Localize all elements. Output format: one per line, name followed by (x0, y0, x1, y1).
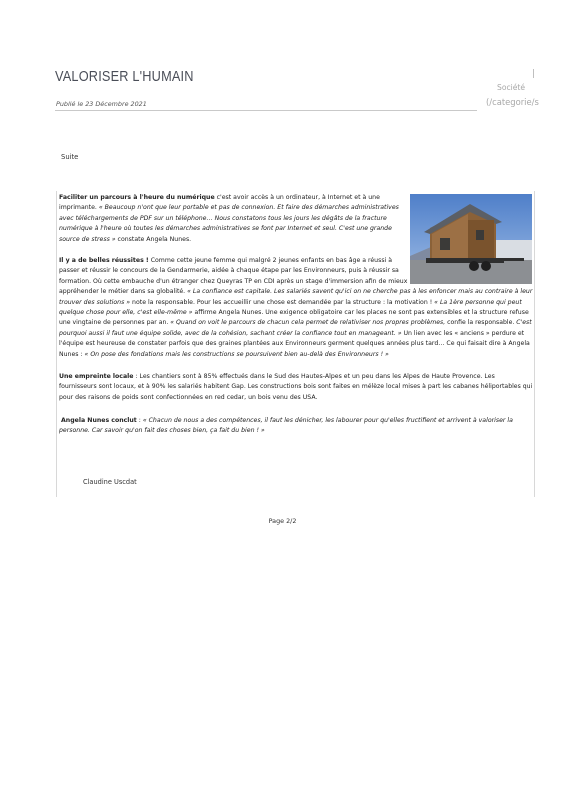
article-body (56, 191, 535, 497)
article-title: VALORISER L'HUMAIN (55, 69, 194, 85)
paragraph-3-line-1: Une empreinte locale : Les chantiers sont à 85% effectués dans le Sud des Hautes-Alpes et un peu dans les Alpes de Haute Provence. Les (59, 373, 495, 380)
paragraph-2-line-7: une vingtaine de personnes par an. « Quand on voit le parcours de chacun cela permet de relativiser nos propres problèmes, confie la responsable. C'est (59, 319, 532, 327)
paragraph-2-line-1: Il y a de belles réussites ! Comme cette jeune femme qui malgré 2 jeunes enfants en bas âge a réussi à (59, 257, 393, 264)
paragraph-2-line-3: formation. Où cette embauche d'un étranger chez Queyras TP en CDI après un stage d'immersion afin de mieux (59, 277, 408, 285)
paragraph-4-line-1: Angela Nunes conclut : « Chacun de nous a des compétences, il faut les dénicher, les labourer pour qu'elles fructifient et arrivent à valoriser la (61, 417, 513, 424)
paragraph-2-line-4: appréhender le métier dans sa globalité. « La confiance est capitale. Les salariés savent qu'ici on ne cherche pas à les enfoncer mais au contraire à leur (59, 288, 533, 296)
category-label[interactable]: Société (497, 83, 526, 92)
publication-date: Publié le 23 Décembre 2021 (56, 100, 147, 108)
paragraph-2-line-6: quelque chose pour elle, c'est elle-même » affirme Angela Nunes. Une exigence obligatoire car les places ne sont pas extensibles et la structure refuse (59, 309, 529, 316)
suite-label: Suite (61, 153, 79, 161)
paragraph-2-line-8: pourquoi aussi il faut une équipe solide, avec de la cohésion, sachant créer la confiance tout en manageant. » Un lien avec les « anciens » perdure et (59, 329, 525, 337)
category-link[interactable]: (/categorie/s (486, 97, 539, 107)
paragraph-3-line-3: pour des raisons de poids sont confectionnées en red cedar, un bois venu des USA. (59, 393, 318, 401)
paragraph-1-line-1: Faciliter un parcours à l'heure du numérique c'est avoir accès à un ordinateur, à Internet et à une (59, 194, 380, 201)
paragraph-4-line-2: personne. Car savoir qu'on fait des choses bien, ça fait du bien ! » (59, 427, 265, 435)
paragraph-1-line-5: source de stress » constate Angela Nunes. (59, 235, 192, 243)
sidebar-divider (533, 69, 534, 78)
tiny-house-photo (410, 194, 532, 284)
page-number: Page 2/2 (268, 517, 297, 525)
paragraph-2-line-9: l'équipe est heureuse de constater parfois que des graines plantées aux Environneurs germent quelques années plus tard… Ce qui faisait dire à Angela (59, 340, 530, 348)
header-divider (55, 110, 477, 111)
paragraph-3-line-2: fournisseurs sont locaux, et à 90% les salariés habitent Gap. Les constructions bois sont faites en mélèze local mises à part les cabanes héliportables qui (59, 383, 533, 391)
paragraph-1-line-4: numérique à l'heure où toutes les démarches administratives se font par Internet et seul. C'est une grande (59, 225, 392, 233)
author-signature: Claudine Uscdat (83, 478, 137, 486)
paragraph-2-line-5: trouver des solutions » note la responsable. Pour les accueillir une chose est demandée par la structure : la motivation ! « La 1ère personne qui peut (59, 298, 522, 306)
paragraph-1-line-3: avec téléchargements de PDF sur un téléphone… Nous constatons tous les jours les dégâts de la fracture (59, 214, 387, 222)
paragraph-2-line-10: Nunes : « On pose des fondations mais les constructions se poursuivent bien au-delà des Environneurs ! » (59, 350, 389, 358)
paragraph-2-line-2: passer et réussir le concours de la Gendarmerie, aidée à chaque étape par les Environneurs, puis à réussir sa (59, 267, 399, 275)
paragraph-1-line-2: imprimante. « Beaucoup n'ont que leur portable et pas de connexion. Et faire des démarches administratives (59, 204, 399, 212)
